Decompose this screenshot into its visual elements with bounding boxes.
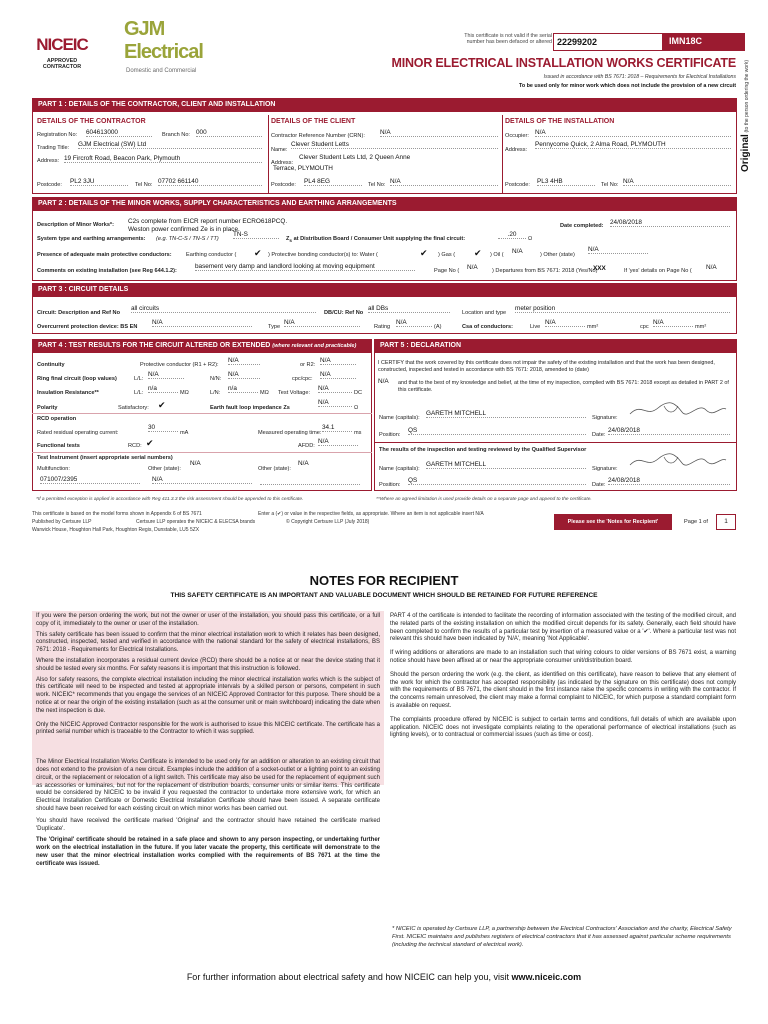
part4-title: PART 4 : TEST RESULTS FOR THE CIRCUIT ALTERED OR EXTENDED [38,342,271,349]
footer-address: Warwick House, Houghton Hall Park, Houghton Regis, Dunstable, LU5 5ZX [32,527,200,533]
date-completed-label: Date completed: [560,223,604,229]
cpc-value[interactable]: N/A [653,319,693,327]
continuity-label: Continuity [37,362,65,368]
or-r2-label: or R2: [300,362,316,368]
rating-label: Rating [374,324,391,330]
ring-ll-value[interactable]: N/A [148,371,184,379]
test-voltage-value[interactable]: N/A [318,385,352,393]
ring-cpc-value[interactable]: N/A [320,371,356,379]
earthing-conductor-check[interactable]: ✔ [254,248,262,258]
installation-heading: DETAILS OF THE INSTALLATION [505,118,615,125]
qs-signature[interactable] [624,451,730,471]
if-yes-value[interactable]: N/A [706,264,717,271]
approved-contractor-label: APPROVED CONTRACTOR [42,57,82,70]
footnote-exception: *If a permitted exception is applied in accordance with Reg 411.3.3 the risk assessment should be appended to this certificate. [36,497,304,502]
rating-unit: (A) [434,324,442,330]
part4-header [32,339,372,353]
water-check[interactable]: ✔ [420,248,428,258]
declaration-text-2: and that to the best of my knowledge and belief, at the time of my inspection, complied with BS 7671: 2018 except as detailed in PART 2 of this certificate. [398,380,729,394]
company-name: GJM Electrical [124,18,203,63]
dbcu-value[interactable]: all DBs [368,305,450,313]
system-type[interactable]: TN-S [233,231,279,239]
registration-number[interactable]: 604613000 [86,129,152,137]
rcd-test-check[interactable]: ✔ [146,438,154,448]
test-voltage-label: Test Voltage: [278,390,311,396]
gas-check[interactable]: ✔ [474,248,482,258]
satisfactory-label: Satisfactory: [118,405,149,411]
rcd-operation-label: RCD operation [37,416,77,422]
company-tagline: Domestic and Commercial [126,68,197,74]
live-unit: mm² [587,324,599,330]
declarer-position-label: Position: [379,432,401,438]
svg-text:NICEIC: NICEIC [36,35,88,54]
location-value[interactable]: meter position [515,305,730,313]
trading-title-label: Trading Title: [37,145,70,151]
page-of-label: Page 1 of [684,519,708,525]
client-tel[interactable]: N/A [390,178,498,186]
ring-nn-label: N/N: [210,376,222,382]
note-p3: Where the installation incorporates a residual current device (RCD) there should be a notice at or near the device stating that it should be tested every six months. For safety reasons it is important that this instruction is followed. [36,657,380,672]
part1-divider-1 [268,115,269,193]
niceic-logo [34,30,90,80]
original-side-label [740,12,754,172]
branch-number[interactable]: 000 [196,129,262,137]
serial-number: 22299202 [557,37,598,47]
declarer-name[interactable]: GARETH MITCHELL [426,410,586,418]
minor-works-desc-label: Description of Minor Works*: [37,222,114,228]
gas-label: ) Gas ( [438,252,456,258]
footer-model-forms: This certificate is based on the model forms shown in Appendix 6 of BS 7671 [32,511,202,517]
original-tail: (to the person ordering the work) [744,59,750,133]
issued-in-accordance: Issued in accordance with BS 7671: 2018 – Requirements for Electrical Installations [543,74,736,80]
part1-divider-2 [502,115,503,193]
contractor-postcode-label: Postcode: [37,182,62,188]
occupier-label: Occupier: [505,133,529,139]
part4-note: (where relevant and practicable) [272,343,357,349]
page-total-box[interactable]: 1 [716,514,736,530]
type-label: Type [268,324,281,330]
note-r4: The complaints procedure offered by NICEIC is subject to certain terms and conditions, full details of which are available upon application. NICEIC does not investigate complaints relating to the operational performance of electrical installations (such as lighting levels), or to contractual or commercial issues (such as time or cost). [390,716,736,739]
comments-value[interactable]: basement very damp and landlord looking at moving equipment [195,263,415,271]
other-instrument-2-label: Other (state): [258,466,291,472]
other-instrument-2-value[interactable]: N/A [298,460,309,467]
declarer-name-label: Name (capitals): [379,415,420,421]
note-p7: You should have received the certificate marked 'Original' and the contractor should have retained the certificate marked 'Duplicate'. [36,817,380,832]
contractor-tel-label: Tel No: [135,182,153,188]
circuit-value[interactable]: all circuits [131,305,316,313]
client-heading: DETAILS OF THE CLIENT [271,118,356,125]
certificate-title: MINOR ELECTRICAL INSTALLATION WORKS CERTIFICATE [391,56,736,70]
other-conductor-label: ) Other (state) [540,252,575,258]
client-name-label: Name: [271,147,288,153]
ocpd-label: Overcurrent protection device: BS EN [37,324,138,330]
minor-works-desc-line1[interactable]: C2s complete from EICR report number ECRO618PCQ. [128,218,288,225]
rated-current-value[interactable]: 30 [148,424,178,432]
client-tel-label: Tel No: [368,182,386,188]
contractor-postcode[interactable]: PL2 3JU [70,178,128,186]
eflz-label: Earth fault loop impedance Zs [210,405,290,411]
note-p6: The Minor Electrical Installation Works Certificate is intended to be used only for an addition or alteration to an existing circuit that does not extend to the provision of a new circuit. Examples include the addition of a socket-outlet or a lighting point to an existing circuit, or the replacement or relocation of a light switch. This certificate may also be used for the replacement of equipment such as accessories or luminaires, but not for the replacement of distribution boards, consumer units or similar items. This certificate would be considered by NICEIC to be invalid if you requested the contractor to undertake more extensive work, for which an Electrical Installation Certificate or Domestic Electrical Installation Certificate should have been issued. A separate certificate should have been received for each existing circuit on which minor works has been carried out. [36,759,380,812]
insulation-label: Insulation Resistance** [37,390,99,396]
departures-label: ) Departures from BS 7671: 2018 (Yes/No) [492,268,598,274]
eflz-value[interactable]: N/A [318,399,352,407]
location-label: Location and type [462,310,507,316]
insulation-ll-unit: MΩ [180,390,189,396]
company-logo [124,18,234,74]
cpc-label: cpc [640,324,649,330]
oil-value[interactable]: N/A [512,248,523,255]
footer-copyright: © Copyright Certsure LLP (July 2018) [286,519,370,525]
rated-current-unit: mA [180,430,189,436]
insulation-ll-label: L/L: [134,390,144,396]
note-p8: The 'Original' certificate should be retained in a safe place and shown to any person inspecting, or undertaking further work on the electrical installation in the future. If you later vacate the property, this certificate will demonstrate to the new user that the minor electrical installation works complied with the requirements of BS 7671 at the time the certificate was issued. [36,837,380,867]
installation-tel[interactable]: N/A [623,178,731,186]
qs-position-label: Position: [379,482,401,488]
qs-name-label: Name (capitals): [379,466,420,472]
footer-info-text: For further information about electrical safety and how NICEIC can help you, visit [186,972,509,982]
zs-unit: Ω [528,236,533,242]
zs-symbol: Z [286,236,290,242]
if-yes-label: If 'yes' details on Page No ( [624,268,692,274]
serial-number-box [553,33,663,51]
footer-operates: Certsure LLP operates the NICEIC & ELECSA brands [136,519,256,525]
ring-nn-value[interactable]: N/A [228,371,260,379]
qs-review-heading: The results of the inspection and testing reviewed by the Qualified Supervisor [379,447,587,453]
declarer-date[interactable]: 24/08/2018 [608,427,730,435]
note-r3: Should the person ordering the work (e.g. the client, as identified on this certificate), have reason to believe that any element of the work for which the contractor has accepted responsibility (as indicated by the signature on this certificate) does not comply with the requirements of BS 7671, the client should in the first instance raise the specific concerns in writing with the contractor. If the concerns remain unresolved, the client may make a formal complaint to NICEIC, for which purpose a standard complaint form is available on request. [390,671,736,709]
installation-tel-label: Tel No: [601,182,619,188]
live-value[interactable]: N/A [545,319,585,327]
polarity-label: Polarity [37,405,58,411]
csa-label: Csa of conductors: [462,324,513,330]
bonding-label: ) Protective bonding conductor(s) to: Water ( [268,252,378,258]
other-instrument-1-line[interactable]: N/A [152,476,252,484]
client-address-line1[interactable]: Clever Student Lets Ltd, 2 Queen Anne [299,154,411,161]
declaration-part1: I CERTIFY that the work covered by this certificate does not impair the safety of the existing installation and that the work has been designed, constructed, inspected and tested in accordance with BS 7671: 2018, amended to (date) [378,360,715,374]
form-code-box [663,33,745,51]
zs-value[interactable]: .20 [498,231,526,239]
serial-note: This certificate is not valid if the serial number has been defaced or altered [464,33,552,46]
test-instrument-label: Test Instrument (insert appropriate serial numbers) [37,455,173,461]
system-type-label: System type and earthing arrangements: [37,236,146,242]
insulation-ln-value[interactable]: n/a [228,385,258,393]
rating-value[interactable]: N/A [396,319,432,327]
insulation-ll-value[interactable]: n/a [148,385,178,393]
other-instrument-1-label: Other (state): [148,466,181,472]
eflz-unit: Ω [354,405,359,411]
installation-postcode-label: Postcode: [505,182,530,188]
ring-ll-label: L/L: [134,376,144,382]
footer-published: Published by Certsure LLP [32,519,92,525]
polarity-check[interactable]: ✔ [158,400,166,410]
note-r2: If wiring additions or alterations are made to an installation such that wiring colours to older versions of BS 7671 exist, a warning notice should have been affixed at or near the appropriate consumer unit/distribution board. [390,650,736,664]
or-r2-value[interactable]: N/A [320,357,356,365]
comments-label: Comments on existing installation (see Reg 644.1.2): [37,268,177,274]
oil-label: ) Oil ( [490,252,504,258]
qs-name[interactable]: GARETH MITCHELL [426,461,586,469]
client-address-label: Address: [271,160,294,166]
declaration-text [378,360,733,374]
note-r1: PART 4 of the certificate is intended to facilitate the recording of information associated with the testing of the modified circuit, and the related parts of the existing installation on which the modified circuit depends for its safety. Generally, each field should have been completed to confirm the results of a particular test by insertion of a measured value or a '✔'. Where a particular test was not relevant this should have been indicated by 'N/A', meaning 'Not Applicable'. [390,613,736,643]
amended-date-value[interactable]: N/A [378,378,389,385]
operating-time-value[interactable]: 34.1 [322,424,352,432]
declarer-signature[interactable] [624,400,730,420]
multifunction-label: Multifunction: [37,466,70,472]
occupier-value[interactable]: N/A [535,129,731,137]
protective-conductor-value[interactable]: N/A [228,357,260,365]
trading-title[interactable]: GJM Electrical (SW) Ltd [78,141,262,149]
note-p5: Only the NICEIC Approved Contractor responsible for the work is authorised to issue this NICEIC certificate. The certificate has a printed serial number which is traceable to the Contractor to which it was supplied. [36,721,380,736]
protective-conductor-label: Protective conductor (R1 + R2): [140,362,219,368]
notes-subtitle: THIS SAFETY CERTIFICATE IS AN IMPORTANT AND VALUABLE DOCUMENT WHICH SHOULD BE RETAINED FOR FUTURE REFERENCE [170,592,598,599]
declarer-position[interactable]: QS [408,427,586,435]
declarer-signature-label: Signature: [592,415,618,421]
insulation-ln-unit: MΩ [260,390,269,396]
functional-tests-label: Functional tests [37,443,80,449]
footer-website-link[interactable]: www.niceic.com [511,972,582,982]
branch-label: Branch No: [162,132,190,138]
ring-label: Ring final circuit (loop values) [37,376,117,382]
type-value[interactable]: N/A [284,319,360,327]
main-protective-label: Presence of adequate main protective conductors: [37,252,172,258]
installation-postcode[interactable]: PL3 4HB [537,178,595,186]
niceic-logo-mark [34,30,90,56]
contractor-address-label: Address: [37,158,60,164]
circuit-label: Circuit: Description and Ref No [37,310,120,316]
notes-title: NOTES FOR RECIPIENT [309,573,459,588]
installation-address-label: Address: [505,147,528,153]
qs-date[interactable]: 24/08/2018 [608,477,730,485]
see-notes-banner: Please see the 'Notes for Recipient' [554,514,672,530]
minor-work-notice: To be used only for minor work which does not include the provision of a new circuit [518,83,736,89]
qs-signature-label: Signature: [592,466,618,472]
contractor-heading: DETAILS OF THE CONTRACTOR [37,118,146,125]
earthing-conductor-label: Earthing conductor ( [186,252,237,258]
crn-value[interactable]: N/A [380,129,498,137]
declarer-date-label: Date: [592,432,606,438]
date-completed[interactable]: 24/08/2018 [610,219,730,227]
form-code: IMN18C [669,36,703,46]
footnote-limitation: **Where an agreed limitation is used provide details on a separate page and append to the certificate. [376,497,592,502]
client-postcode-label: Postcode: [271,182,296,188]
part1-header: PART 1 : DETAILS OF THE CONTRACTOR, CLIENT AND INSTALLATION [32,98,737,112]
zs-text: at Distribution Board / Consumer Unit supplying the final circuit: [293,236,466,242]
afdd-label: AFDD: [298,443,315,449]
note-p1: If you were the person ordering the work, but not the owner or user of the installation, you should pass this certificate, or a full copy of it, immediately to the owner or user of the installation. [36,613,380,627]
dbcu-label: DB/CU: Ref No [324,310,364,316]
part4-rule-2 [32,452,372,453]
cpc-unit: mm² [695,324,707,330]
installation-address[interactable]: Pennycome Quick, 2 Alma Road, PLYMOUTH [535,141,731,149]
departures-value[interactable]: XXX [593,265,606,272]
qs-position[interactable]: QS [408,477,586,485]
registration-label: Registration No: [37,132,78,138]
part5-rule [374,442,737,443]
notes-footer [0,972,768,982]
contractor-tel[interactable]: 07702 661140 [158,178,262,186]
insulation-ln-label: L/N: [210,390,221,396]
zs-label: $Z_s$ at Distribution Board / Consumer Unit supplying the final circuit: [286,236,466,244]
ocpd-value[interactable]: N/A [152,319,252,327]
footer-enter-note: Enter a (✔) or value in the respective fields, as appropriate. Where an item is not applicable insert N/A [258,511,484,517]
note-p2: This safety certificate has been issued to confirm that the minor electrical installation work to which it relates has been designed, constructed, inspected, tested and verified in accordance with the national standard for the safety of electrical installations, BS 7671: 2018 - Requirements for Electrical Installations. [36,631,380,654]
rated-current-label: Rated residual operating current: [37,430,119,436]
part2-header: PART 2 : DETAILS OF THE MINOR WORKS, SUPPLY CHARACTERISTICS AND EARTHING ARRANGEMENTS [32,197,737,211]
contractor-address[interactable]: 19 Fircroft Road, Beacon Park, Plymouth [64,155,262,163]
other-instrument-2-line[interactable] [260,476,360,485]
client-name[interactable]: Clever Student Letts [291,141,498,149]
notes-left-column [36,613,380,869]
other-instrument-1-value[interactable]: N/A [190,460,201,467]
page-no-value[interactable]: N/A [467,264,478,271]
note-p4: Also for safety reasons, the complete electrical installation including the minor electrical installation works which is the subject of this certificate will need to be inspected and tested at appropriate intervals by a skilled person or persons, competent in such work. NICEIC* recommends that you engage the services of an NICEIC Approved Contractor for this purpose. There should be a notice at or near the origin of the existing installation (such as at the consumer unit or main switchboard) indicating the date when the next inspection is due. [36,676,380,714]
page-no-label: Page No ( [434,268,460,274]
live-label: Live [530,324,541,330]
part4-rule-1 [32,413,372,414]
part3-header: PART 3 : CIRCUIT DETAILS [32,283,737,297]
note-niceic-operated: * NICEIC is operated by Certsure LLP, a partnership between the Electrical Contractors' Association and the charity, Electrical Safety First. NICEIC maintains and publishes registers of electrical contractors that it has assessed against particular scheme requirements (including the technical standard of electrical work). [392,926,732,948]
crn-label: Contractor Reference Number (CRN): [271,133,365,139]
afdd-value[interactable]: N/A [318,438,358,446]
system-type-hint: (e.g. TN-C-S / TN-S / TT) [156,236,219,242]
operating-time-unit: ms [354,430,362,436]
qs-date-label: Date: [592,482,606,488]
client-address-line2[interactable]: Terrace, PLYMOUTH [273,165,333,172]
notes-right-column [390,613,736,740]
minor-works-desc-line2[interactable]: Weston power confirmed Ze is in place. [128,226,240,233]
ring-cpc-label: cpc/cpc: [292,376,313,382]
original-word: Original [740,134,751,172]
rcd-test-label: RCD: [128,443,142,449]
other-conductor-value[interactable]: N/A [588,246,648,254]
client-postcode[interactable]: PL4 8EG [304,178,362,186]
multifunction-value[interactable]: 071007/2395 [40,476,140,484]
part5-header: PART 5 : DECLARATION [374,339,737,353]
operating-time-label: Measured operating time: [258,430,322,436]
test-voltage-unit: DC [354,390,363,396]
